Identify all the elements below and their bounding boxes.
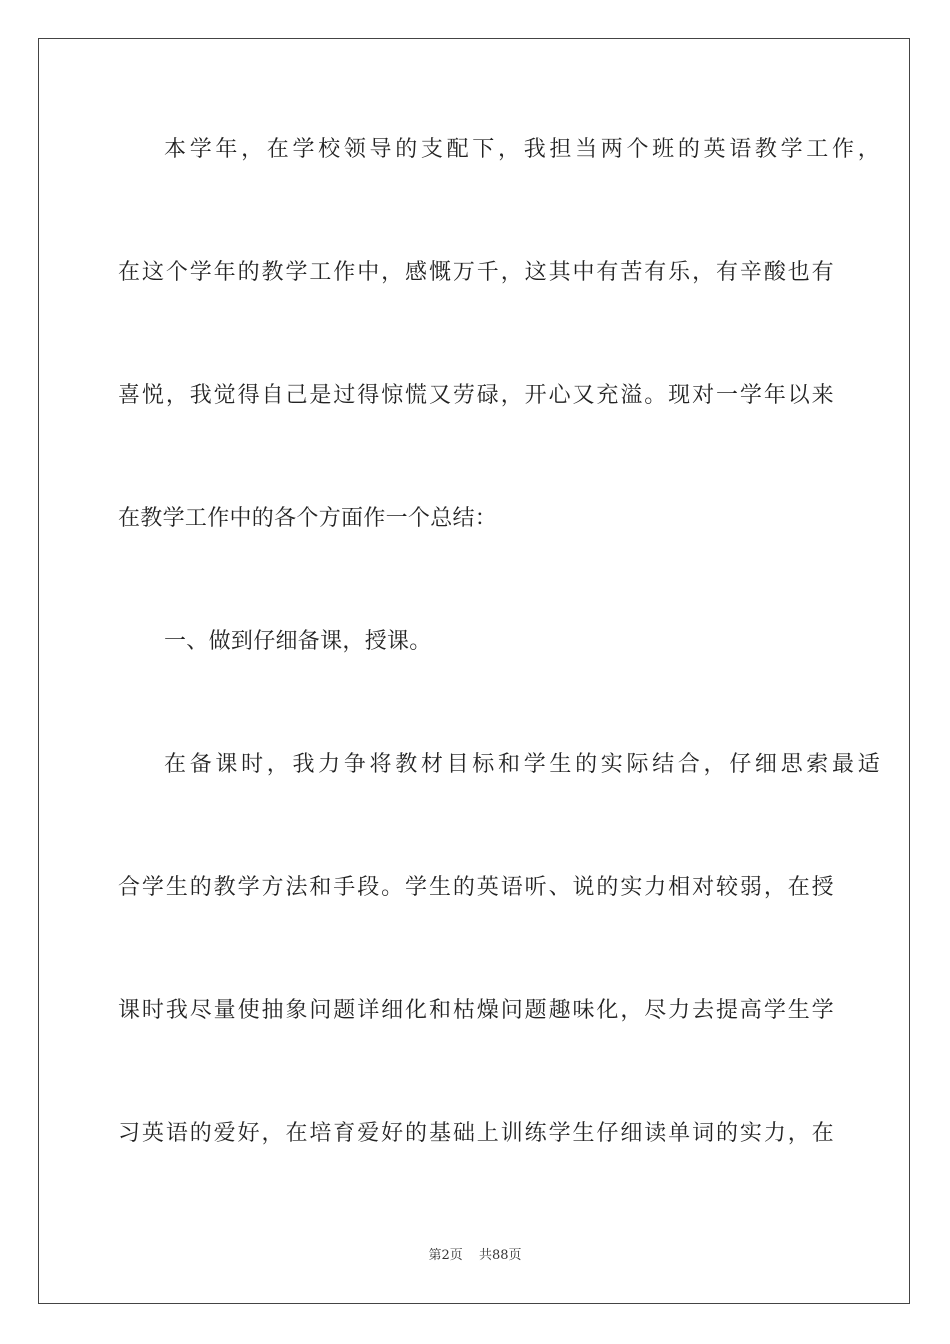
paragraph-line: 合学生的教学方法和手段。学生的英语听、说的实力相对较弱，在授 xyxy=(118,875,834,900)
page-number: 第2页 xyxy=(428,1248,463,1263)
paragraph-line: 在备课时，我力争将教材目标和学生的实际结合，仔细思索最适 xyxy=(164,752,880,777)
paragraph-line: 在教学工作中的各个方面作一个总结： xyxy=(118,506,498,531)
page-total: 共88页 xyxy=(478,1248,522,1263)
paragraph-line: 课时我尽量使抽象问题详细化和枯燥问题趣味化，尽力去提高学生学 xyxy=(118,998,834,1023)
paragraph-line: 习英语的爱好，在培育爱好的基础上训练学生仔细读单词的实力，在 xyxy=(118,1121,834,1146)
paragraph-line: 本学年，在学校领导的支配下，我担当两个班的英语教学工作， xyxy=(164,137,880,162)
page-footer xyxy=(0,1244,950,1263)
paragraph-line: 在这个学年的教学工作中，感慨万千，这其中有苦有乐，有辛酸也有 xyxy=(118,260,834,285)
page-frame xyxy=(38,38,910,1304)
paragraph-line: 喜悦，我觉得自己是过得惊慌又劳碌，开心又充溢。现对一学年以来 xyxy=(118,383,834,408)
section-heading: 一、做到仔细备课，授课。 xyxy=(164,629,432,654)
